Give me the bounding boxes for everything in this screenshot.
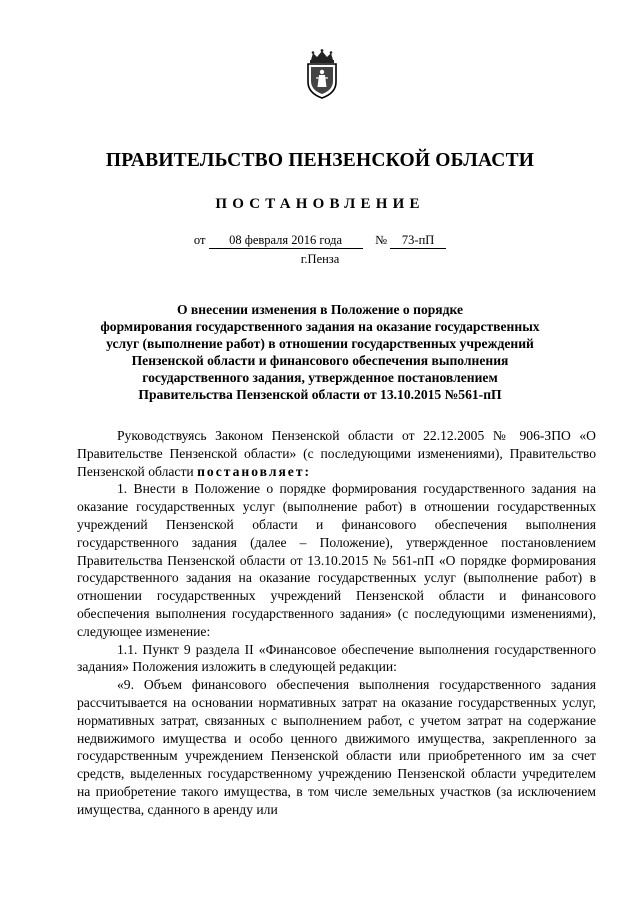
preamble-text: Руководствуясь Законом Пензенской области от 22.12.2005 № 906-ЗПО «О Правительстве Пензенской области» (с последующими изменениями), Правительство Пензенской области: [77, 428, 596, 479]
document-date: 08 февраля 2016 года: [209, 233, 363, 249]
paragraph-item-9: «9. Объем финансового обеспечения выполнения государственного задания рассчитывается на основании нормативных затрат на оказание государственных услуг, нормативных затрат, связанных с выполнением работ, с учетом затрат на содержание недвижимого имущества и особо ценного движимого имущества, закрепленного за государственным учреждением Пензенской области или приобретенного им за счет средств, выделенных государственному учреждению Пензенской области учредителем на приобретение такого имущества, в том числе земельных участков (за исключением имущества, сданного в аренду или: [77, 677, 596, 817]
title-line: государственного задания, утвержденное постановлением: [142, 370, 498, 385]
title-line: формирования государственного задания на оказание государственных: [100, 319, 540, 334]
title-line: Правительства Пензенской области от 13.10.2015 №561-пП: [138, 387, 502, 402]
paragraph-item-1-1: 1.1. Пункт 9 раздела II «Финансовое обеспечение выполнения государственного задания» Положения изложить в следующей редакции:: [77, 641, 596, 675]
paragraph-preamble: [77, 427, 596, 480]
resolves-emphasis: постановляет:: [197, 463, 312, 479]
title-line: О внесении изменения в Положение о порядке: [176, 302, 464, 317]
city: г.Пенза: [300, 252, 340, 266]
paragraph-item-1: 1. Внести в Положение о порядке формирования государственного задания на оказание государственных услуг (выполнение работ) в отношении государственных учреждений Пензенской области и финансового обеспечения выполнения государственного задания (далее – Положение), утвержденное постановлением Правительства Пензенской области от 13.10.2015 № 561-пП «О порядке формирования государственного задания на оказание государственных услуг (выполнение работ) в отношении государственных учреждений Пензенской области и финансового обеспечения выполнения государственного задания» (с последующими изменениями), следующее изменение:: [77, 481, 596, 639]
organization-name: ПРАВИТЕЛЬСТВО ПЕНЗЕНСКОЙ ОБЛАСТИ: [105, 150, 535, 171]
number-prefix: №: [375, 233, 387, 247]
coat-of-arms-icon: [302, 48, 342, 100]
document-title: [70, 301, 570, 403]
date-line: [0, 233, 640, 249]
title-line: услуг (выполнение работ) в отношении государственных учреждений: [106, 336, 534, 351]
date-prefix: от: [193, 233, 206, 247]
document-body: [77, 427, 596, 819]
document-type: ПОСТАНОВЛЕНИЕ: [215, 196, 425, 212]
title-line: Пензенской области и финансового обеспечения выполнения: [131, 353, 509, 368]
document-number: 73-пП: [390, 233, 446, 249]
